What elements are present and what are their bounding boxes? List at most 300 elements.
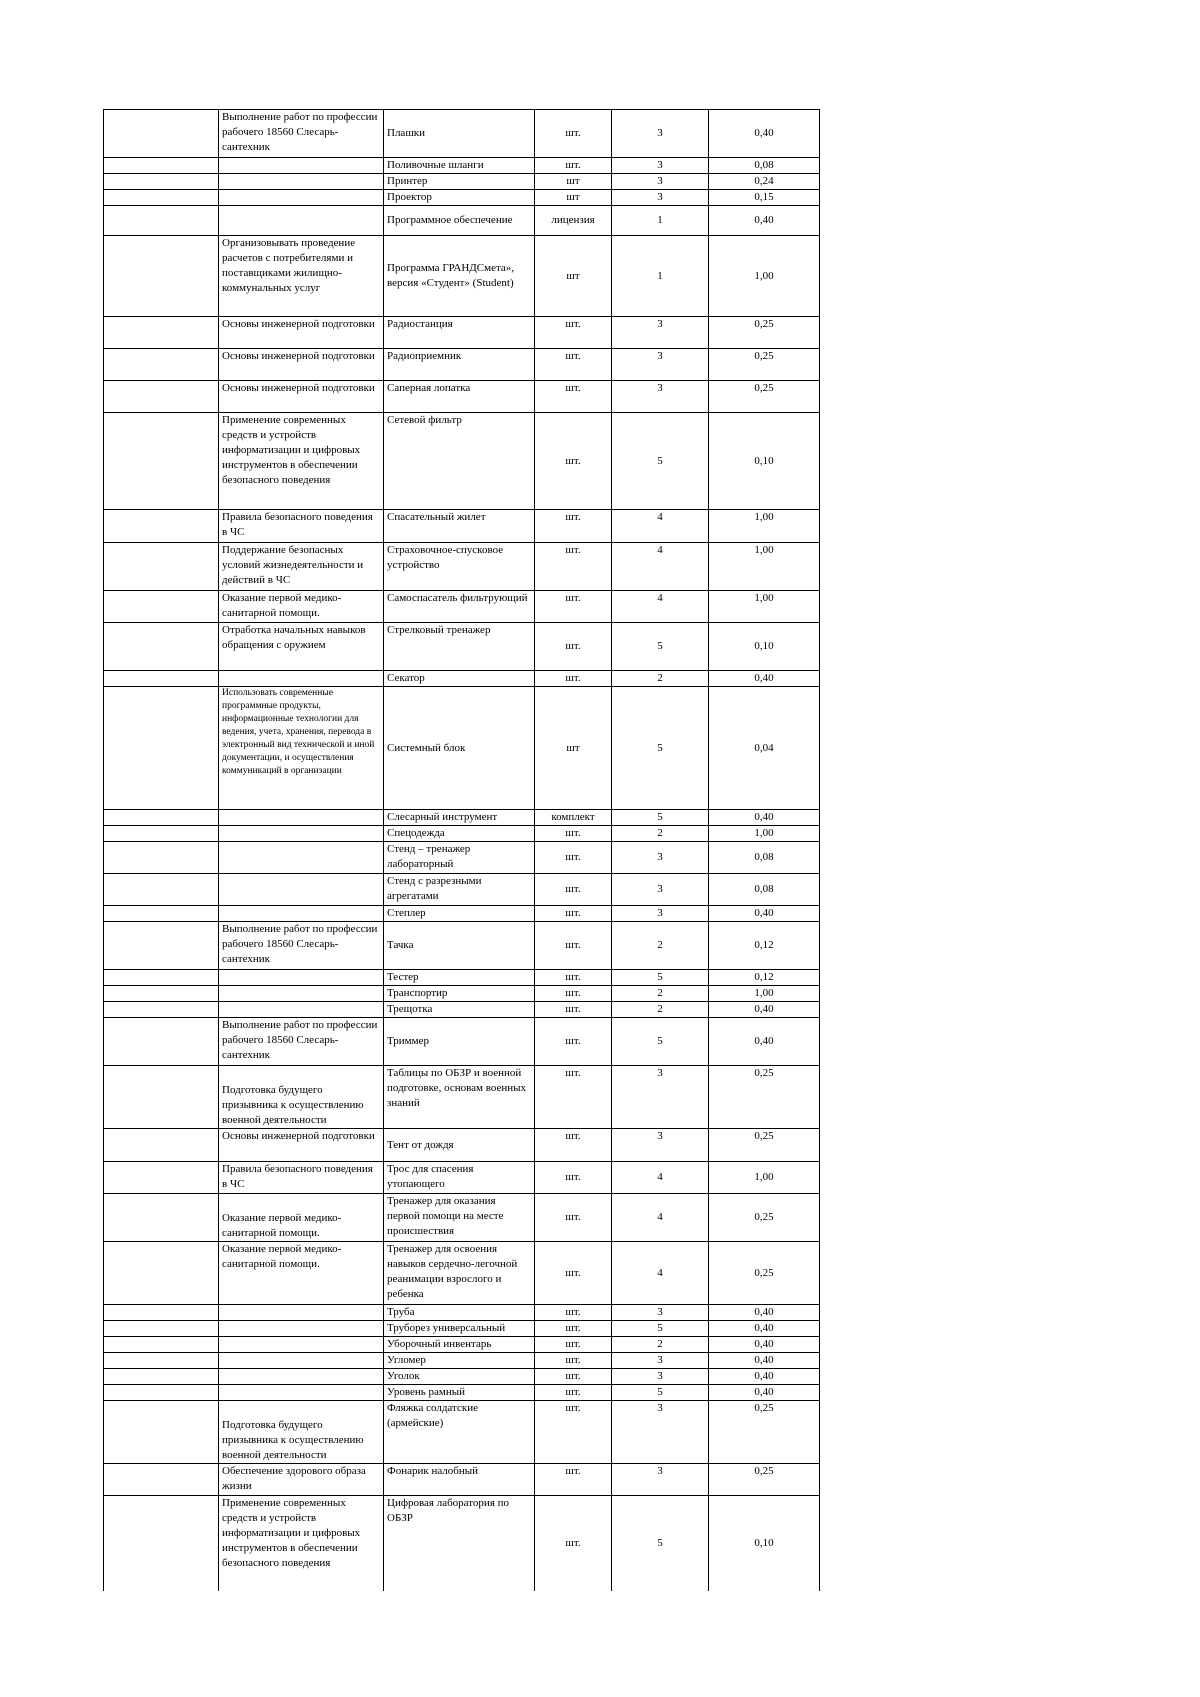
competency-text: Основы инженерной подготовки: [222, 1130, 375, 1142]
competency-cell: [219, 1385, 384, 1401]
blank-cell: [104, 1018, 219, 1066]
unit-text: шт.: [565, 1130, 581, 1142]
quantity-text: 4: [657, 1211, 663, 1223]
quantity-cell: [612, 1353, 709, 1369]
unit-text: шт.: [565, 827, 581, 839]
item-text: Тренажер для освоения навыков сердечно-легочной реанимации взрослого и ребенка: [387, 1243, 518, 1300]
competency-text: Правила безопасного поведения в ЧС: [222, 1163, 373, 1190]
item-cell: [384, 1385, 535, 1401]
coefficient-text: 0,08: [754, 883, 774, 895]
competency-cell: [219, 317, 384, 349]
unit-text: шт.: [565, 318, 581, 330]
unit-cell: [535, 543, 612, 591]
blank-cell: [104, 1002, 219, 1018]
unit-cell: [535, 623, 612, 671]
item-text: Уровень рамный: [387, 1386, 465, 1398]
table-row: [104, 236, 820, 317]
quantity-text: 3: [657, 1402, 663, 1414]
blank-cell: [104, 970, 219, 986]
quantity-cell: [612, 1305, 709, 1321]
quantity-cell: [612, 317, 709, 349]
coefficient-text: 1,00: [754, 511, 774, 523]
blank-cell: [104, 158, 219, 174]
competency-text: Применение современных средств и устройств информатизации и цифровых инструментов в обеспечении безопасного поведения: [222, 414, 361, 486]
table-row: [104, 1002, 820, 1018]
competency-cell: [219, 1002, 384, 1018]
table-row: [104, 687, 820, 810]
blank-cell: [104, 1162, 219, 1194]
unit-text: шт.: [565, 544, 581, 556]
quantity-cell: [612, 810, 709, 826]
competency-text: Подготовка будущего призывника к осуществлению военной деятельности: [222, 1419, 364, 1461]
coefficient-text: 0,40: [754, 672, 774, 684]
competency-cell: [219, 922, 384, 970]
item-cell: [384, 510, 535, 543]
quantity-cell: [612, 206, 709, 236]
quantity-cell: [612, 874, 709, 906]
unit-text: шт.: [565, 672, 581, 684]
item-text: Радиостанция: [387, 318, 453, 330]
competency-cell: [219, 810, 384, 826]
item-cell: [384, 842, 535, 874]
quantity-text: 5: [657, 971, 663, 983]
coefficient-text: 1,00: [754, 592, 774, 604]
coefficient-text: 0,12: [754, 971, 774, 983]
blank-cell: [104, 543, 219, 591]
quantity-cell: [612, 158, 709, 174]
unit-text: шт.: [565, 1386, 581, 1398]
coefficient-text: 0,25: [754, 1402, 774, 1414]
unit-text: шт: [566, 269, 580, 282]
item-text: Таблицы по ОБЗР и военной подготовке, основам военных знаний: [387, 1067, 527, 1109]
competency-text: Поддержание безопасных условий жизнедеятельности и действий в ЧС: [222, 544, 364, 586]
item-cell: [384, 591, 535, 623]
quantity-cell: [612, 1401, 709, 1464]
coefficient-cell: [709, 826, 820, 842]
coefficient-cell: [709, 1321, 820, 1337]
coefficient-cell: [709, 874, 820, 906]
blank-cell: [104, 1321, 219, 1337]
unit-text: шт.: [565, 1035, 581, 1047]
quantity-cell: [612, 826, 709, 842]
table-row: [104, 1385, 820, 1401]
coefficient-cell: [709, 543, 820, 591]
item-cell: [384, 413, 535, 510]
unit-text: шт.: [565, 907, 581, 919]
item-cell: [384, 158, 535, 174]
item-text: Самоспасатель фильтрующий: [387, 592, 528, 604]
table-row: [104, 1496, 820, 1591]
blank-cell: [104, 591, 219, 623]
blank-cell: [104, 1353, 219, 1369]
unit-cell: [535, 206, 612, 236]
blank-cell: [104, 1496, 219, 1591]
coefficient-cell: [709, 1194, 820, 1242]
quantity-text: 3: [657, 175, 663, 187]
coefficient-text: 0,10: [754, 1536, 774, 1549]
coefficient-cell: [709, 1496, 820, 1591]
table-row: [104, 1305, 820, 1321]
quantity-text: 4: [657, 1171, 663, 1183]
unit-cell: [535, 970, 612, 986]
item-cell: [384, 906, 535, 922]
competency-cell: [219, 381, 384, 413]
unit-text: шт.: [565, 1003, 581, 1015]
coefficient-text: 0,24: [754, 175, 774, 187]
competency-cell: [219, 110, 384, 158]
unit-cell: [535, 922, 612, 970]
blank-cell: [104, 687, 219, 810]
table-row: [104, 1194, 820, 1242]
competency-text: Использовать современные программные продукты, информационные технологии для ведения, учета, хранения, перевода в электронный вид технической и иной документации, и осуществления коммуникаций в организации: [222, 688, 375, 776]
competency-cell: [219, 826, 384, 842]
table-row: [104, 190, 820, 206]
item-text: Проектор: [387, 191, 432, 203]
item-text: Трещотка: [387, 1003, 433, 1015]
competency-cell: [219, 874, 384, 906]
equipment-table: [103, 109, 820, 1591]
competency-text: Выполнение работ по профессии рабочего 18560 Слесарь-сантехник: [222, 111, 378, 153]
unit-cell: [535, 826, 612, 842]
item-text: Транспортир: [387, 987, 448, 999]
blank-cell: [104, 1401, 219, 1464]
table-row: [104, 110, 820, 158]
item-text: Тренажер для оказания первой помощи на месте происшествия: [387, 1195, 504, 1237]
quantity-text: 3: [657, 159, 663, 171]
quantity-cell: [612, 174, 709, 190]
competency-cell: [219, 190, 384, 206]
competency-text: Выполнение работ по профессии рабочего 18560 Слесарь-сантехник: [222, 923, 378, 965]
coefficient-text: 0,25: [754, 1130, 774, 1142]
item-cell: [384, 317, 535, 349]
unit-text: шт.: [565, 1067, 581, 1079]
competency-cell: [219, 1353, 384, 1369]
quantity-cell: [612, 1242, 709, 1305]
item-text: Тент от дождя: [387, 1138, 454, 1151]
table-row: [104, 158, 820, 174]
coefficient-cell: [709, 591, 820, 623]
competency-text: Подготовка будущего призывника к осуществлению военной деятельности: [222, 1084, 364, 1126]
unit-text: шт.: [565, 1171, 581, 1183]
quantity-text: 5: [657, 1386, 663, 1398]
coefficient-cell: [709, 1337, 820, 1353]
competency-cell: [219, 623, 384, 671]
blank-cell: [104, 381, 219, 413]
competency-cell: [219, 1321, 384, 1337]
competency-cell: [219, 1464, 384, 1496]
quantity-text: 2: [657, 987, 663, 999]
item-text: Триммер: [387, 1035, 429, 1047]
unit-text: шт.: [565, 1322, 581, 1334]
unit-cell: [535, 1321, 612, 1337]
blank-cell: [104, 510, 219, 543]
competency-cell: [219, 671, 384, 687]
competency-cell: [219, 970, 384, 986]
coefficient-cell: [709, 623, 820, 671]
coefficient-text: 0,04: [754, 741, 774, 754]
blank-cell: [104, 1066, 219, 1129]
unit-text: комплект: [551, 811, 595, 823]
blank-cell: [104, 906, 219, 922]
coefficient-cell: [709, 1242, 820, 1305]
unit-text: шт.: [565, 640, 581, 652]
blank-cell: [104, 1385, 219, 1401]
competency-text: Отработка начальных навыков обращения с оружием: [222, 624, 366, 651]
quantity-cell: [612, 349, 709, 381]
table-row: [104, 1018, 820, 1066]
competency-text: Оказание первой медико-санитарной помощи.: [222, 1243, 342, 1270]
competency-cell: [219, 349, 384, 381]
quantity-cell: [612, 842, 709, 874]
unit-cell: [535, 1066, 612, 1129]
item-cell: [384, 206, 535, 236]
item-cell: [384, 874, 535, 906]
table-row: [104, 591, 820, 623]
coefficient-cell: [709, 1162, 820, 1194]
blank-cell: [104, 986, 219, 1002]
coefficient-text: 0,40: [754, 1035, 774, 1047]
competency-text: Основы инженерной подготовки: [222, 382, 375, 394]
item-text: Сетевой фильтр: [387, 414, 462, 426]
coefficient-cell: [709, 317, 820, 349]
unit-text: шт.: [565, 1402, 581, 1414]
coefficient-cell: [709, 174, 820, 190]
table-row: [104, 1242, 820, 1305]
coefficient-cell: [709, 970, 820, 986]
competency-text: Основы инженерной подготовки: [222, 318, 375, 330]
unit-cell: [535, 1369, 612, 1385]
item-text: Принтер: [387, 175, 428, 187]
coefficient-text: 0,25: [754, 1211, 774, 1223]
table-row: [104, 510, 820, 543]
unit-cell: [535, 236, 612, 317]
quantity-text: 3: [657, 1067, 663, 1079]
coefficient-text: 0,40: [754, 1338, 774, 1350]
coefficient-text: 0,25: [754, 1266, 774, 1279]
blank-cell: [104, 413, 219, 510]
quantity-text: 3: [657, 1465, 663, 1477]
competency-cell: [219, 1162, 384, 1194]
unit-cell: [535, 510, 612, 543]
coefficient-text: 0,40: [754, 1354, 774, 1366]
table-body: [104, 110, 820, 1591]
table-row: [104, 206, 820, 236]
coefficient-cell: [709, 190, 820, 206]
unit-text: шт.: [565, 1354, 581, 1366]
unit-text: шт.: [565, 851, 581, 863]
quantity-cell: [612, 1194, 709, 1242]
item-text: Страховочное-спусковое устройство: [387, 544, 504, 571]
unit-text: шт: [566, 741, 580, 754]
quantity-cell: [612, 970, 709, 986]
quantity-cell: [612, 510, 709, 543]
table-row: [104, 970, 820, 986]
coefficient-cell: [709, 1353, 820, 1369]
table-row: [104, 922, 820, 970]
blank-cell: [104, 1129, 219, 1162]
unit-cell: [535, 1129, 612, 1162]
table-row: [104, 413, 820, 510]
coefficient-text: 0,25: [754, 382, 774, 394]
unit-text: шт.: [565, 454, 581, 467]
table-row: [104, 986, 820, 1002]
blank-cell: [104, 349, 219, 381]
item-cell: [384, 1018, 535, 1066]
unit-text: шт: [566, 191, 580, 203]
item-cell: [384, 1066, 535, 1129]
coefficient-text: 1,00: [754, 1171, 774, 1183]
unit-text: шт.: [565, 971, 581, 983]
table-row: [104, 623, 820, 671]
unit-cell: [535, 1337, 612, 1353]
coefficient-cell: [709, 906, 820, 922]
blank-cell: [104, 1242, 219, 1305]
coefficient-text: 1,00: [754, 827, 774, 839]
quantity-text: 3: [657, 907, 663, 919]
competency-cell: [219, 1129, 384, 1162]
item-text: Степлер: [387, 907, 426, 919]
table-row: [104, 1353, 820, 1369]
item-cell: [384, 190, 535, 206]
item-cell: [384, 1242, 535, 1305]
unit-cell: [535, 317, 612, 349]
coefficient-text: 0,40: [754, 811, 774, 823]
item-text: Системный блок: [387, 741, 466, 754]
quantity-cell: [612, 1496, 709, 1591]
quantity-text: 3: [657, 350, 663, 362]
item-text: Спасательный жилет: [387, 511, 486, 523]
coefficient-text: 0,40: [754, 127, 774, 139]
unit-cell: [535, 1018, 612, 1066]
competency-cell: [219, 842, 384, 874]
unit-cell: [535, 413, 612, 510]
coefficient-text: 0,40: [754, 1306, 774, 1318]
unit-cell: [535, 1305, 612, 1321]
item-cell: [384, 687, 535, 810]
coefficient-text: 0,10: [754, 640, 774, 652]
coefficient-text: 1,00: [754, 544, 774, 556]
competency-cell: [219, 510, 384, 543]
table-row: [104, 1369, 820, 1385]
quantity-text: 5: [657, 811, 663, 823]
coefficient-cell: [709, 671, 820, 687]
unit-cell: [535, 110, 612, 158]
quantity-cell: [612, 413, 709, 510]
quantity-text: 3: [657, 382, 663, 394]
item-text: Плашки: [387, 127, 426, 139]
item-text: Тачка: [387, 939, 414, 951]
quantity-cell: [612, 110, 709, 158]
competency-cell: [219, 1401, 384, 1464]
quantity-text: 3: [657, 318, 663, 330]
item-cell: [384, 1464, 535, 1496]
item-cell: [384, 1002, 535, 1018]
coefficient-text: 0,40: [754, 1386, 774, 1398]
unit-text: шт.: [565, 159, 581, 171]
unit-text: шт.: [565, 382, 581, 394]
quantity-text: 3: [657, 883, 663, 895]
unit-cell: [535, 381, 612, 413]
competency-text: Обеспечение здорового образа жизни: [222, 1465, 366, 1492]
competency-cell: [219, 174, 384, 190]
unit-cell: [535, 671, 612, 687]
quantity-text: 5: [657, 741, 663, 754]
item-cell: [384, 1353, 535, 1369]
competency-cell: [219, 543, 384, 591]
competency-text: Выполнение работ по профессии рабочего 18560 Слесарь-сантехник: [222, 1019, 378, 1061]
item-text: Программа ГРАНДСмета», версия «Студент» (Student): [387, 262, 515, 289]
item-text: Уголок: [387, 1370, 420, 1382]
item-cell: [384, 1129, 535, 1162]
blank-cell: [104, 174, 219, 190]
coefficient-text: 0,40: [754, 1322, 774, 1334]
competency-cell: [219, 986, 384, 1002]
coefficient-cell: [709, 922, 820, 970]
coefficient-cell: [709, 1464, 820, 1496]
coefficient-text: 0,08: [754, 851, 774, 863]
item-cell: [384, 970, 535, 986]
quantity-text: 2: [657, 672, 663, 684]
competency-cell: [219, 206, 384, 236]
unit-cell: [535, 986, 612, 1002]
item-cell: [384, 236, 535, 317]
quantity-text: 5: [657, 1536, 663, 1549]
unit-text: шт.: [565, 127, 581, 139]
quantity-cell: [612, 381, 709, 413]
competency-cell: [219, 1018, 384, 1066]
coefficient-cell: [709, 1369, 820, 1385]
quantity-text: 1: [657, 269, 663, 282]
competency-cell: [219, 591, 384, 623]
blank-cell: [104, 810, 219, 826]
quantity-cell: [612, 236, 709, 317]
quantity-text: 5: [657, 1035, 663, 1047]
table-row: [104, 842, 820, 874]
blank-cell: [104, 842, 219, 874]
item-text: Саперная лопатка: [387, 382, 471, 394]
competency-text: Основы инженерной подготовки: [222, 350, 375, 362]
item-cell: [384, 1194, 535, 1242]
coefficient-cell: [709, 158, 820, 174]
quantity-cell: [612, 1002, 709, 1018]
unit-text: шт.: [565, 1211, 581, 1223]
quantity-cell: [612, 687, 709, 810]
coefficient-text: 1,00: [754, 987, 774, 999]
unit-cell: [535, 591, 612, 623]
blank-cell: [104, 874, 219, 906]
quantity-cell: [612, 1162, 709, 1194]
blank-cell: [104, 826, 219, 842]
quantity-text: 3: [657, 1354, 663, 1366]
quantity-text: 3: [657, 127, 663, 139]
coefficient-cell: [709, 1066, 820, 1129]
unit-text: шт.: [565, 350, 581, 362]
unit-cell: [535, 1496, 612, 1591]
table-row: [104, 810, 820, 826]
item-cell: [384, 1496, 535, 1591]
competency-cell: [219, 1369, 384, 1385]
quantity-text: 5: [657, 454, 663, 467]
blank-cell: [104, 317, 219, 349]
item-text: Стрелковый тренажер: [387, 624, 491, 636]
item-text: Труборез универсальный: [387, 1322, 506, 1334]
coefficient-cell: [709, 1002, 820, 1018]
competency-text: Правила безопасного поведения в ЧС: [222, 511, 373, 538]
competency-cell: [219, 1066, 384, 1129]
item-text: Спецодежда: [387, 827, 445, 839]
quantity-text: 4: [657, 592, 663, 604]
blank-cell: [104, 671, 219, 687]
